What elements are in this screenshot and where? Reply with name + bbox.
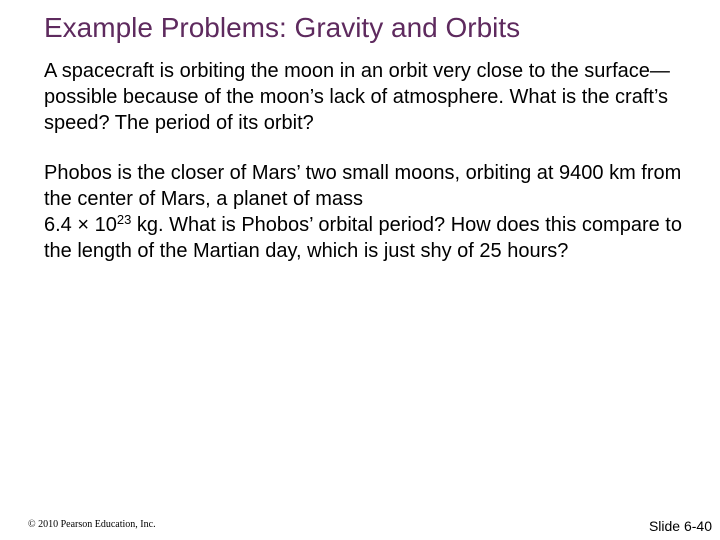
mars-mass-exponent: 23	[116, 212, 132, 227]
problem-paragraph-spacecraft: A spacecraft is orbiting the moon in an orbit very close to the surface—possible because of the moon’s lack of atmosphere. What is the craft’s speed? The period of its orbit?	[44, 60, 670, 134]
phobos-text-part2: kg. What is Phobos’ orbital period? How does this compare to the length of the Martian day, which is just shy of 25 hours?	[44, 214, 682, 262]
slide-title: Example Problems: Gravity and Orbits	[44, 12, 521, 43]
mars-mass-base: 6.4 × 10	[44, 214, 117, 236]
problem-paragraph-phobos	[44, 160, 684, 264]
slide-number: Slide 6-40	[648, 518, 712, 534]
copyright-notice: © 2010 Pearson Education, Inc.	[28, 519, 156, 530]
slide-body	[44, 58, 684, 288]
phobos-text-part1: Phobos is the closer of Mars’ two small moons, orbiting at 9400 km from the center of Mars, a planet of mass	[44, 162, 682, 210]
